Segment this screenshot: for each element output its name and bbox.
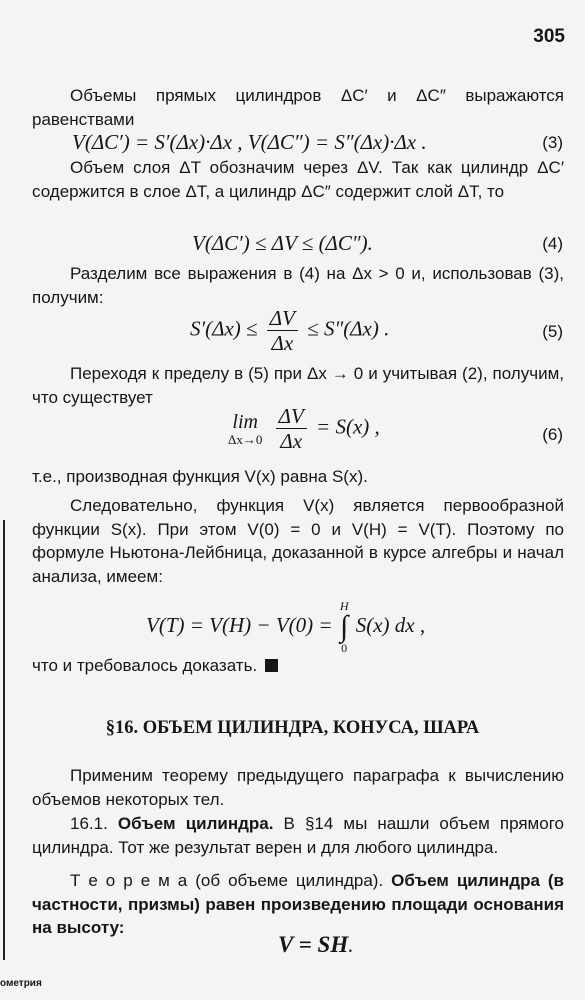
eq6-denominator: Δx — [280, 429, 303, 453]
integral-left: V(T) = V(H) − V(0) = — [146, 612, 333, 637]
paragraph-layer-volume: Объем слоя ΔT обозначим через ΔV. Так как цилиндр ΔC′ содержится в слое ΔT, а цилиндр ΔC″ содержит слой ΔT, то — [32, 158, 564, 201]
eq5-denominator: Δx — [271, 331, 294, 355]
eq6-right: = S(x) , — [316, 414, 380, 439]
eq6-numerator: ΔV — [276, 404, 307, 429]
theorem-statement: Объем цилиндра (в частности, призмы) равен произведению площади основания на высоту: — [32, 871, 565, 937]
running-footer: ометрия — [0, 978, 42, 989]
formula-v-equals-sh: V = SH — [278, 932, 349, 957]
eq5-right: ≤ S″(Δx) . — [307, 316, 390, 341]
equation-5-number: (5) — [542, 322, 563, 341]
integral-lower-limit: 0 — [341, 641, 348, 655]
theorem-label: Т е о р е м а — [70, 871, 188, 890]
equation-4: V(ΔC′) ≤ ΔV ≤ (ΔC″). — [192, 231, 373, 255]
qed-text: что и требовалось доказать. — [32, 656, 258, 675]
paragraph-divide: Разделим все выражения в (4) на Δx > 0 и, использовав (3), получим: — [32, 264, 564, 307]
equation-6-number: (6) — [542, 425, 563, 444]
subsection-text: В §14 мы нашли объем прямого цилиндра. Тот же результат верен и для любого цилиндра. — [32, 814, 564, 857]
limit-subscript: Δx→0 — [228, 431, 263, 447]
paragraph-qed — [32, 654, 564, 678]
page-number: 305 — [533, 26, 565, 47]
integral-upper-limit: H — [339, 599, 349, 613]
paragraph-cylinder-volume — [32, 812, 564, 859]
paragraph-cylinders-volumes: Объемы прямых цилиндров ΔC′ и ΔC″ выражаются равенствами — [32, 86, 564, 129]
eq5-numerator: ΔV — [267, 306, 298, 331]
equation-5 — [190, 306, 389, 355]
integral-symbol: ∫ — [340, 610, 349, 643]
eq5-left: S′(Δx) ≤ — [190, 316, 258, 341]
equation-6 — [228, 404, 380, 453]
subsection-number: 16.1. — [70, 814, 118, 833]
eq5-fraction — [267, 306, 298, 355]
integral-right: S(x) dx , — [355, 612, 426, 637]
equation-integral — [146, 600, 425, 654]
limit-operator — [228, 411, 262, 447]
paragraph-newton-leibniz: Следовательно, функция V(x) является первообразной функции S(x). При этом V(0) = 0 и V(H) = V(T). Поэтому по формуле Ньютона-Лейбница, доказанной в курсе алгебры и начал анализа, имеем: — [32, 496, 564, 586]
integral-sign — [340, 600, 349, 654]
paragraph-apply-theorem: Применим теорему предыдущего параграфа к вычислению объемов некоторых тел. — [32, 766, 564, 809]
limit-word: lim — [232, 410, 258, 433]
margin-rule — [3, 520, 5, 960]
eq6-fraction — [276, 404, 307, 453]
paragraph-theorem — [32, 869, 564, 940]
subsection-title: Объем цилиндра. — [117, 814, 274, 833]
paragraph-limit: Переходя к пределу в (5) при Δx → 0 и учитывая (2), получим, что существует — [32, 364, 564, 407]
equation-4-number: (4) — [542, 234, 563, 253]
theorem-parenthetical: (об объеме цилиндра). — [187, 871, 392, 890]
section-heading: §16. ОБЪЕМ ЦИЛИНДРА, КОНУСА, ШАРА — [105, 718, 480, 738]
equation-3: V(ΔC′) = S′(Δx)·Δx , V(ΔC″) = S″(Δx)·Δx . — [72, 130, 427, 154]
formula-period: . — [348, 933, 354, 957]
equation-3-number: (3) — [542, 133, 563, 152]
formula-cylinder-volume — [278, 932, 353, 958]
qed-square-icon — [265, 659, 278, 672]
paragraph-derivative: т.е., производная функция V(x) равна S(x). — [32, 467, 368, 486]
